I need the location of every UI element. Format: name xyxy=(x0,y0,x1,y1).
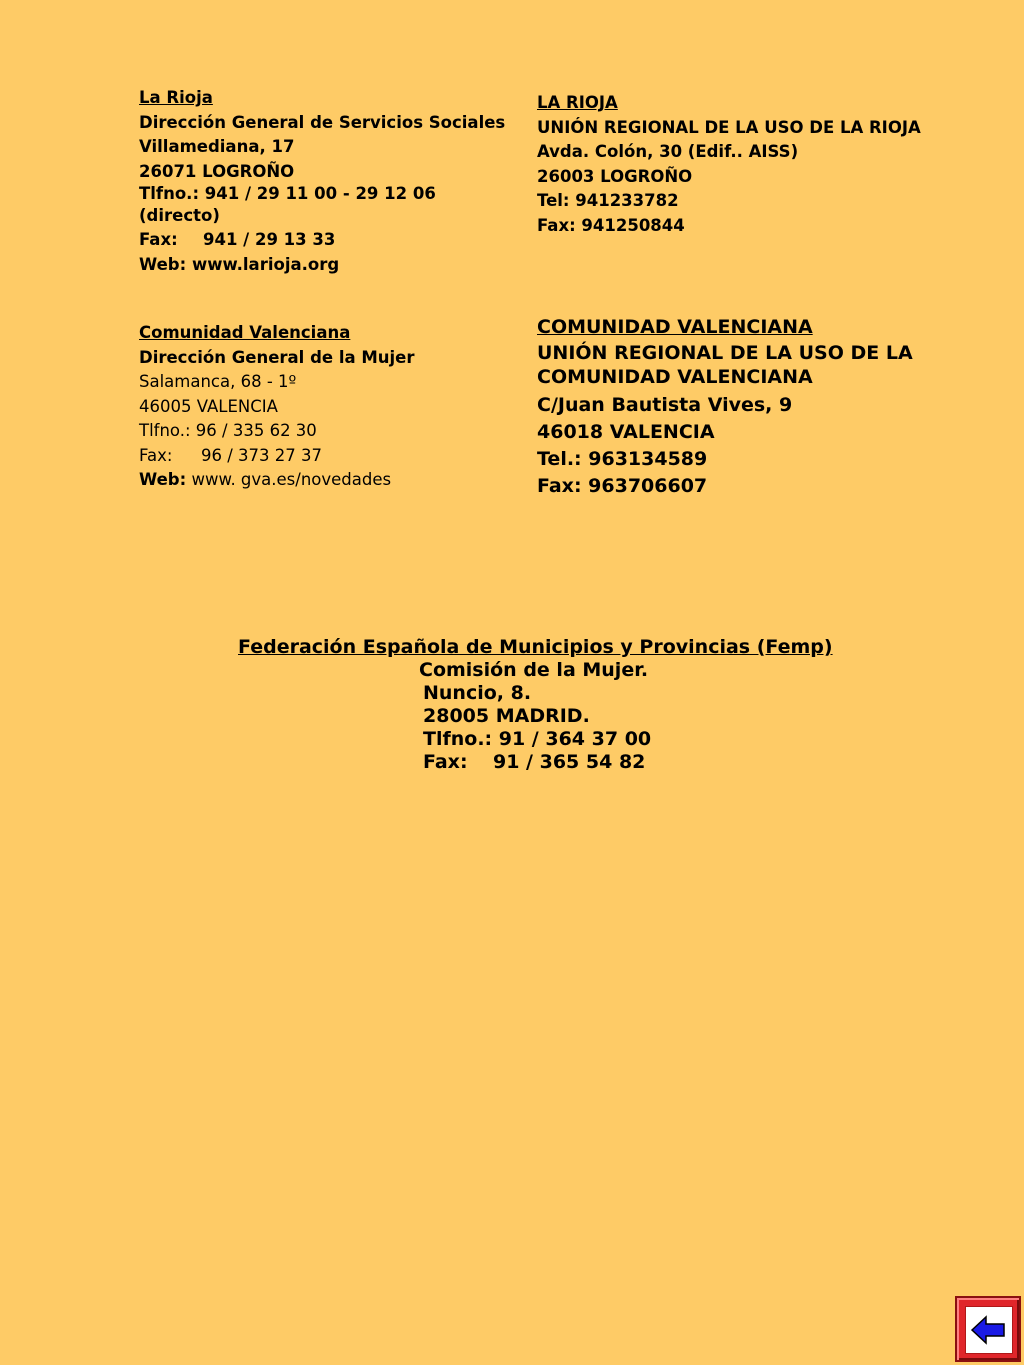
postal-city: 26003 LOGROÑO xyxy=(537,166,693,186)
organization-name: Dirección General de la Mujer xyxy=(139,347,415,367)
contact-block-comunidad-valenciana xyxy=(139,321,529,493)
phone-number: Tel.: 963134589 xyxy=(537,448,708,470)
street-address: C/Juan Bautista Vives, 9 xyxy=(537,394,793,416)
back-button-face xyxy=(965,1306,1013,1354)
street-address: Avda. Colón, 30 (Edif.. AISS) xyxy=(537,142,799,161)
street-address: Villamediana, 17 xyxy=(139,137,295,156)
organization-name: Dirección General de Servicios Sociales xyxy=(139,112,506,132)
web-label: Web: xyxy=(139,470,187,489)
fax-number: Fax: 963706607 xyxy=(537,475,708,497)
street-address: Nuncio, 8. xyxy=(423,682,532,704)
organization-name-line-2: COMUNIDAD VALENCIANA xyxy=(537,366,813,388)
phone-number: Tlfno.: 96 / 335 62 30 xyxy=(139,421,317,440)
arrow-left-icon xyxy=(966,1307,1012,1353)
phone-number: Tlfno.: 91 / 364 37 00 xyxy=(423,728,652,750)
region-heading: COMUNIDAD VALENCIANA xyxy=(537,316,813,338)
postal-city: 28005 MADRID. xyxy=(423,705,590,727)
region-heading: LA RIOJA xyxy=(537,93,618,112)
website-link[interactable] xyxy=(139,468,529,493)
contact-block-comunidad-valenciana-uso xyxy=(537,314,977,500)
fax-label: Fax: xyxy=(139,445,173,465)
fax-number xyxy=(139,228,529,253)
fax-value: 96 / 373 27 37 xyxy=(201,445,323,465)
commission-name: Comisión de la Mujer. xyxy=(419,659,649,681)
fax-number: Fax: 941250844 xyxy=(537,215,685,235)
phone-note: (directo) xyxy=(139,206,220,225)
fax-number xyxy=(139,444,529,469)
contact-block-la-rioja-uso xyxy=(537,91,977,238)
fax-value: 941 / 29 13 33 xyxy=(203,230,336,249)
web-value[interactable]: www. gva.es/novedades xyxy=(191,470,392,489)
region-heading: La Rioja xyxy=(139,88,213,107)
organization-name-line-1: UNIÓN REGIONAL DE LA USO DE LA xyxy=(537,342,913,364)
phone-number: Tlfno.: 941 / 29 11 00 - 29 12 06 xyxy=(139,184,436,203)
fax-number xyxy=(423,751,645,774)
fax-value: 91 / 365 54 82 xyxy=(493,751,646,773)
region-heading: Comunidad Valenciana xyxy=(139,323,351,342)
street-address: Salamanca, 68 - 1º xyxy=(139,372,297,391)
postal-city: 26071 LOGROÑO xyxy=(139,161,295,181)
postal-city: 46018 VALENCIA xyxy=(537,421,715,443)
organization-name: UNIÓN REGIONAL DE LA USO DE LA RIOJA xyxy=(537,117,921,137)
federation-heading: Federación Española de Municipios y Provincias (Femp) xyxy=(238,636,833,658)
website-link[interactable]: Web: www.larioja.org xyxy=(139,254,340,274)
contact-block-la-rioja xyxy=(139,86,529,277)
postal-city: 46005 VALENCIA xyxy=(139,396,278,416)
phone-number: Tel: 941233782 xyxy=(537,191,679,210)
fax-label: Fax: xyxy=(139,230,178,249)
back-button[interactable] xyxy=(955,1296,1021,1362)
fax-label: Fax: xyxy=(423,751,468,773)
